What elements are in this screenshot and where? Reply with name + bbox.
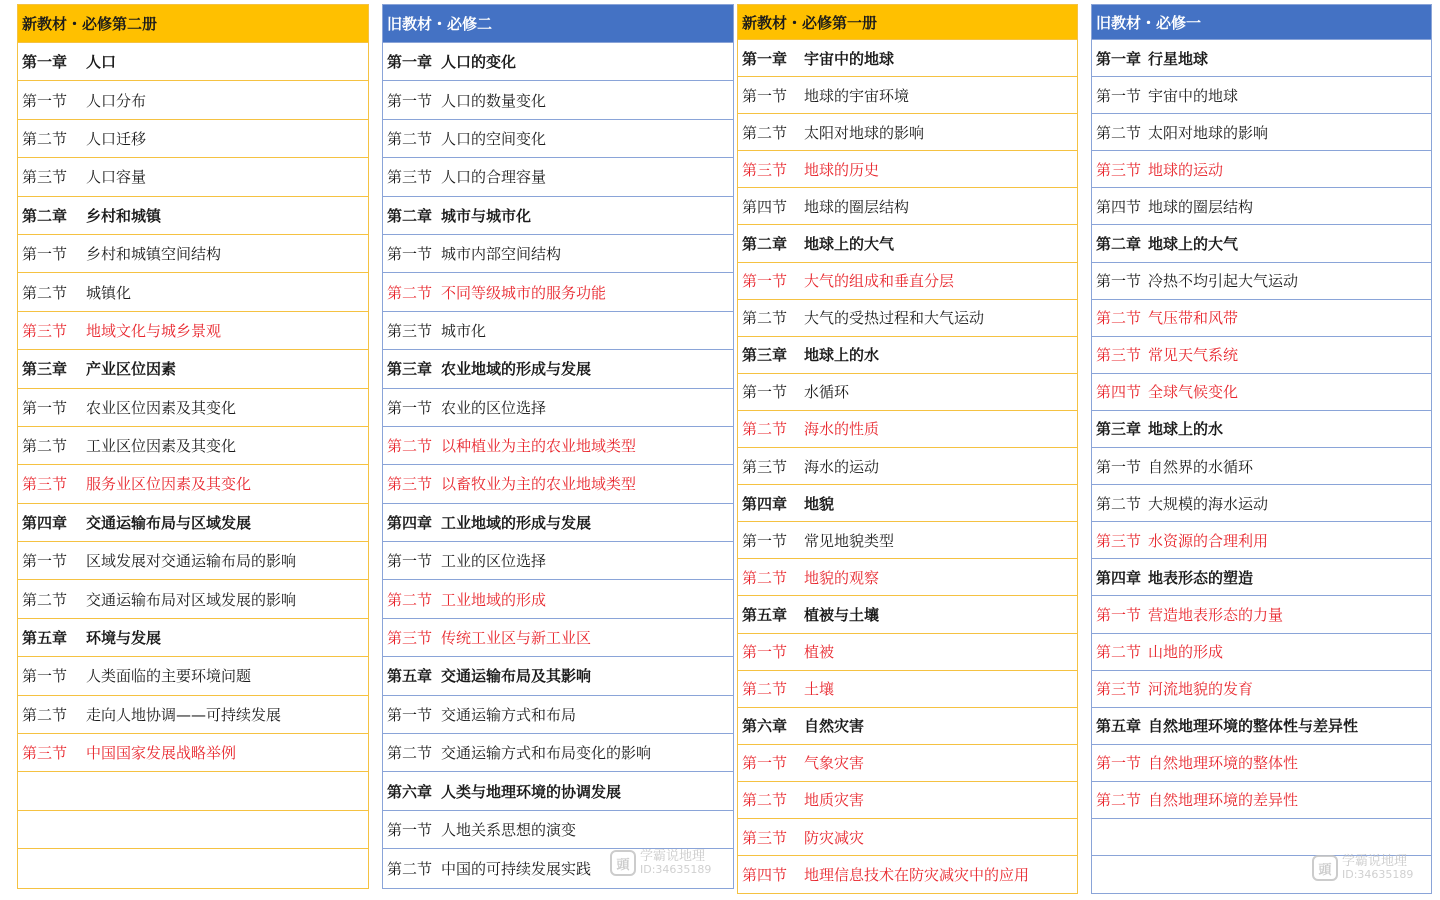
chapter-row [1092,40,1431,77]
row-number: 第三章 [1096,420,1142,439]
row-number: 第一节 [22,667,68,686]
chapter-row [1092,411,1431,448]
row-title: 人地关系思想的演变 [441,821,577,839]
chapter-row [738,485,1077,522]
row-number: 第二节 [22,590,68,609]
row-title: 全球气候变化 [1148,383,1239,402]
row-title: 地球上的水 [804,346,880,365]
section-row [18,120,368,158]
row-title: 地球的圈层结构 [804,197,910,216]
row-number: 第二节 [742,791,788,810]
section-row [738,856,1077,893]
row-title: 地球的圈层结构 [1148,197,1254,216]
row-title: 太阳对地球的影响 [804,123,925,142]
row-number: 第二章 [387,206,433,225]
section-row [18,734,368,772]
row-number: 第一节 [387,705,433,724]
watermark-logo-icon: 頭 [610,850,636,876]
panel-new-compulsory-2 [17,4,369,889]
empty-row [1092,819,1431,856]
row-number: 第六章 [387,782,433,801]
section-row [1092,485,1431,522]
row-number: 第三节 [387,629,433,648]
row-number: 第一章 [1096,49,1142,68]
section-row [18,389,368,427]
row-number: 第二节 [1096,643,1142,662]
chapter-row [738,40,1077,77]
section-row [1092,77,1431,114]
section-row [383,235,733,273]
section-row [383,465,733,503]
row-title: 乡村和城镇空间结构 [86,245,222,264]
row-number: 第二节 [22,705,68,724]
row-number: 第二节 [22,129,68,148]
row-title: 环境与发展 [86,629,162,648]
row-number: 第四节 [742,197,788,216]
row-number: 第一节 [387,398,433,417]
row-title: 工业区位因素及其变化 [86,437,237,456]
section-row [738,634,1077,671]
row-number: 第一节 [1096,457,1142,476]
section-row [738,522,1077,559]
row-number: 第一节 [742,754,788,773]
row-title: 山地的形成 [1148,643,1224,662]
row-title: 行星地球 [1148,49,1209,68]
row-number: 第二节 [1096,123,1142,142]
row-title: 交通运输布局对区域发展的影响 [86,590,297,609]
row-number: 第四章 [742,494,788,513]
section-row [383,120,733,158]
empty-row [18,849,368,887]
row-title: 城市与城市化 [441,206,532,225]
row-number: 第一节 [742,383,788,402]
row-title: 地球上的大气 [804,235,895,254]
panel-old-compulsory-1 [1091,4,1432,894]
chapter-row [738,596,1077,633]
row-title: 交通运输方式和布局变化的影响 [441,744,652,763]
row-title: 农业地域的形成与发展 [441,360,592,379]
row-title: 中国的可持续发展实践 [441,859,592,878]
section-row [738,263,1077,300]
watermark-logo-icon: 頭 [1312,855,1338,881]
row-title: 防灾减灾 [804,828,865,847]
section-row [18,81,368,119]
row-title: 海水的性质 [804,420,880,439]
row-number: 第二节 [1096,791,1142,810]
row-title: 大气的受热过程和大气运动 [804,309,985,328]
row-number: 第一节 [742,272,788,291]
row-title: 走向人地协调——可持续发展 [86,705,282,724]
section-row [738,559,1077,596]
row-title: 土壤 [804,680,835,699]
section-row [1092,782,1431,819]
chapter-row [738,708,1077,745]
row-title: 地表形态的塑造 [1148,568,1254,587]
section-row [738,782,1077,819]
row-number: 第三章 [22,360,68,379]
row-title: 地球的运动 [1148,160,1224,179]
row-title: 水资源的合理利用 [1148,531,1269,550]
section-row [18,542,368,580]
section-row [383,427,733,465]
row-number: 第一节 [22,245,68,264]
row-title: 气压带和风带 [1148,309,1239,328]
row-title: 城市内部空间结构 [441,245,562,264]
row-title: 自然地理环境的整体性与差异性 [1148,717,1359,736]
section-row [383,734,733,772]
panel-title: 旧教材・必修二 [383,5,733,43]
section-row [738,745,1077,782]
row-title: 不同等级城市的服务功能 [441,283,607,302]
chapter-row [383,772,733,810]
section-row [383,81,733,119]
row-number: 第一节 [387,245,433,264]
row-number: 第四节 [1096,383,1142,402]
chapter-row [383,350,733,388]
row-title: 农业区位因素及其变化 [86,398,237,417]
section-row [18,312,368,350]
section-row [1092,522,1431,559]
watermark-1 [610,850,711,876]
panel-title: 旧教材・必修一 [1092,5,1431,40]
row-title: 自然灾害 [804,717,865,736]
row-title: 交通运输布局与区域发展 [86,513,252,532]
row-number: 第三节 [387,475,433,494]
row-number: 第六章 [742,717,788,736]
section-row [383,158,733,196]
row-number: 第二节 [387,859,433,878]
row-title: 地貌的观察 [804,568,880,587]
row-number: 第二节 [742,420,788,439]
chapter-row [738,225,1077,262]
section-row [383,312,733,350]
row-title: 人口的变化 [441,53,517,72]
chapter-row [1092,708,1431,745]
row-title: 植被 [804,643,835,662]
row-title: 营造地表形态的力量 [1148,605,1284,624]
panel-old-compulsory-2 [382,4,734,889]
row-title: 区域发展对交通运输布局的影响 [86,552,297,571]
chapter-row [1092,225,1431,262]
row-number: 第四章 [1096,568,1142,587]
row-number: 第三节 [22,321,68,340]
section-row [738,374,1077,411]
row-title: 农业的区位选择 [441,398,547,417]
section-row [1092,263,1431,300]
row-number: 第一章 [387,53,433,72]
section-row [1092,151,1431,188]
row-number: 第二节 [742,123,788,142]
section-row [18,580,368,618]
row-title: 海水的运动 [804,457,880,476]
section-row [18,235,368,273]
chapter-row [18,350,368,388]
section-row [1092,337,1431,374]
row-number: 第一节 [22,91,68,110]
row-number: 第二节 [387,744,433,763]
section-row [18,158,368,196]
chapter-row [18,619,368,657]
row-title: 交通运输方式和布局 [441,705,577,724]
row-title: 宇宙中的地球 [804,49,895,68]
row-title: 地球的宇宙环境 [804,86,910,105]
row-number: 第二节 [22,437,68,456]
section-row [383,273,733,311]
chapter-row [383,504,733,542]
row-number: 第三节 [1096,346,1142,365]
row-number: 第一节 [22,552,68,571]
row-title: 人口容量 [86,168,147,187]
chapter-row [383,43,733,81]
row-title: 传统工业区与新工业区 [441,629,592,648]
row-number: 第一节 [387,821,433,839]
row-number: 第二节 [387,590,433,609]
row-title: 服务业区位因素及其变化 [86,475,252,494]
section-row [738,114,1077,151]
section-row [1092,188,1431,225]
section-row [738,411,1077,448]
section-row [383,542,733,580]
row-title: 人类与地理环境的协调发展 [441,782,622,801]
empty-row [18,772,368,810]
row-title: 河流地貌的发育 [1148,680,1254,699]
row-number: 第五章 [742,605,788,624]
row-number: 第三节 [742,828,788,847]
row-title: 大气的组成和垂直分层 [804,272,955,291]
section-row [1092,596,1431,633]
row-title: 常见天气系统 [1148,346,1239,365]
empty-row [18,811,368,849]
row-number: 第三节 [1096,531,1142,550]
row-title: 宇宙中的地球 [1148,86,1239,105]
row-number: 第二节 [22,283,68,302]
row-title: 地貌 [804,494,835,513]
row-number: 第二节 [742,568,788,587]
section-row [1092,671,1431,708]
row-title: 常见地貌类型 [804,531,895,550]
section-row [738,151,1077,188]
row-title: 水循环 [804,383,850,402]
row-number: 第一章 [22,53,68,72]
row-title: 植被与土壤 [804,605,880,624]
row-number: 第三章 [387,360,433,379]
row-title: 地球上的大气 [1148,235,1239,254]
chapter-row [383,197,733,235]
section-row [383,619,733,657]
row-number: 第一节 [1096,754,1142,773]
row-number: 第三节 [1096,680,1142,699]
row-title: 地域文化与城乡景观 [86,321,222,340]
row-number: 第三节 [742,457,788,476]
section-row [383,696,733,734]
row-title: 人类面临的主要环境问题 [86,667,252,686]
section-row [18,657,368,695]
section-row [18,696,368,734]
row-title: 人口分布 [86,91,147,110]
row-number: 第一节 [742,531,788,550]
row-number: 第二节 [387,283,433,302]
row-number: 第二章 [22,206,68,225]
chapter-row [18,43,368,81]
section-row [738,300,1077,337]
row-title: 产业区位因素 [86,360,177,379]
section-row [18,465,368,503]
row-number: 第三节 [742,160,788,179]
watermark-id: ID:34635189 [1342,868,1414,881]
row-number: 第二节 [742,309,788,328]
section-row [738,77,1077,114]
row-number: 第一节 [22,398,68,417]
row-title: 地理信息技术在防灾减灾中的应用 [804,866,1030,885]
section-row [383,389,733,427]
row-number: 第五章 [387,667,433,686]
row-title: 交通运输布局及其影响 [441,667,592,686]
row-number: 第一节 [1096,272,1142,291]
row-number: 第一节 [1096,605,1142,624]
row-title: 地球上的水 [1148,420,1224,439]
row-title: 以种植业为主的农业地域类型 [441,437,637,456]
section-row [738,671,1077,708]
row-title: 人口迁移 [86,129,147,148]
row-number: 第一节 [387,552,433,571]
row-title: 人口的空间变化 [441,129,547,148]
section-row [1092,745,1431,782]
row-title: 人口 [86,53,117,72]
watermark-name: 学霸说地理 [1342,854,1408,869]
row-number: 第三节 [1096,160,1142,179]
row-title: 工业地域的形成 [441,590,547,609]
row-title: 太阳对地球的影响 [1148,123,1269,142]
row-number: 第三节 [387,321,433,340]
watermark-name: 学霸说地理 [640,849,706,864]
row-number: 第一章 [742,49,788,68]
row-title: 城市化 [441,321,487,340]
row-number: 第二节 [387,437,433,456]
panel-new-compulsory-1 [737,4,1078,894]
row-title: 大规模的海水运动 [1148,494,1269,513]
row-number: 第一节 [1096,86,1142,105]
section-row [18,427,368,465]
row-number: 第二节 [1096,494,1142,513]
row-number: 第一节 [387,91,433,110]
row-title: 自然界的水循环 [1148,457,1254,476]
row-number: 第四章 [387,513,433,532]
panel-title: 新教材・必修第一册 [738,5,1077,40]
row-title: 乡村和城镇 [86,206,162,225]
row-number: 第二节 [387,129,433,148]
row-title: 自然地理环境的整体性 [1148,754,1299,773]
section-row [738,448,1077,485]
row-title: 自然地理环境的差异性 [1148,791,1299,810]
chapter-row [383,657,733,695]
row-title: 以畜牧业为主的农业地域类型 [441,475,637,494]
row-number: 第三节 [22,744,68,763]
section-row [1092,374,1431,411]
watermark-id: ID:34635189 [640,863,712,876]
row-number: 第二节 [1096,309,1142,328]
row-title: 工业地域的形成与发展 [441,513,592,532]
row-title: 地球的历史 [804,160,880,179]
row-number: 第二章 [1096,235,1142,254]
row-number: 第一节 [742,643,788,662]
row-number: 第二章 [742,235,788,254]
row-title: 地质灾害 [804,791,865,810]
row-title: 冷热不均引起大气运动 [1148,272,1299,291]
row-title: 气象灾害 [804,754,865,773]
section-row [383,580,733,618]
section-row [1092,634,1431,671]
row-number: 第五章 [1096,717,1142,736]
row-title: 城镇化 [86,283,132,302]
row-number: 第三节 [22,475,68,494]
section-row [383,811,733,849]
watermark-2 [1312,855,1413,881]
section-row [18,273,368,311]
chapter-row [738,337,1077,374]
row-title: 中国国家发展战略举例 [86,744,237,763]
chapter-row [18,504,368,542]
chapter-row [18,197,368,235]
section-row [738,188,1077,225]
section-row [1092,448,1431,485]
row-number: 第四节 [1096,197,1142,216]
row-number: 第三节 [22,168,68,187]
chapter-row [1092,559,1431,596]
section-row [738,819,1077,856]
row-number: 第二节 [742,680,788,699]
row-number: 第三章 [742,346,788,365]
panel-title: 新教材・必修第二册 [18,5,368,43]
section-row [1092,114,1431,151]
row-number: 第四章 [22,513,68,532]
section-row [1092,300,1431,337]
row-number: 第一节 [742,86,788,105]
row-title: 人口的数量变化 [441,91,547,110]
row-title: 人口的合理容量 [441,168,547,187]
row-title: 工业的区位选择 [441,552,547,571]
row-number: 第四节 [742,866,788,885]
row-number: 第五章 [22,629,68,648]
row-number: 第三节 [387,168,433,187]
